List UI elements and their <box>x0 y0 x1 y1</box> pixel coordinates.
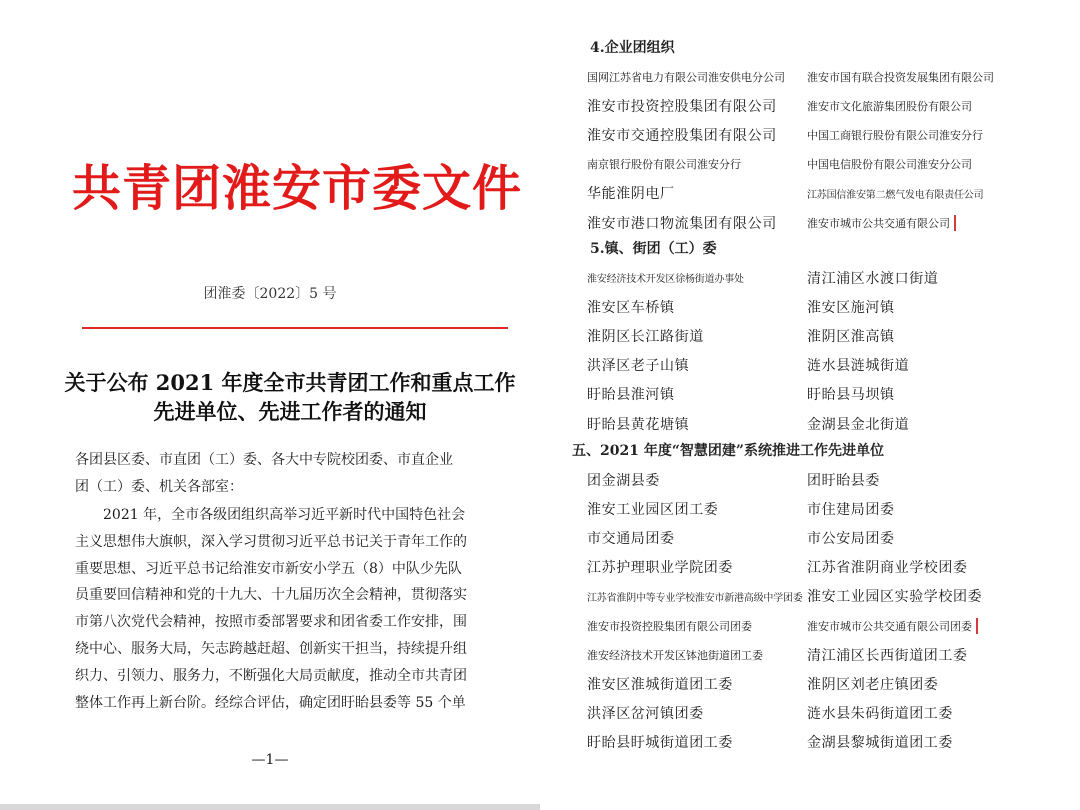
notice-body <box>75 502 507 716</box>
section-heading-smart-league: 五、2021 年度“智慧团建”系统推进工作先进单位 <box>572 443 884 459</box>
list-item: 江苏省淮阴中等专业学校淮安市新港高级中学团委 淮安工业园区实验学校团委 <box>587 589 983 606</box>
document-red-header: 共青团淮安市委文件 <box>72 160 523 217</box>
highlighted-unit: 淮安市城市公共交通有限公司 <box>807 216 950 230</box>
highlighted-unit: 淮安市城市公共交通有限公司团委 <box>807 619 972 633</box>
list-item: 淮安工业园区团工委 市住建局团委 <box>587 501 895 518</box>
addressee-line: 各团县区委、市直团（工）委、各大中专院校团委、市直企业 <box>75 452 453 468</box>
body-line: 2021 年，全市各级团组织高举习近平新时代中国特色社会 <box>103 507 466 523</box>
list-item: 团金湖县委 团盱眙县委 <box>587 472 880 489</box>
list-item: 淮安区车桥镇 淮安区施河镇 <box>587 299 895 316</box>
list-item: 盱眙县黄花塘镇 金湖县金北街道 <box>587 416 910 433</box>
list-item: 江苏护理职业学院团委 江苏省淮阴商业学校团委 <box>587 560 968 577</box>
body-line: 重要思想、习近平总书记给淮安市新安小学五（8）中队少先队 <box>75 560 462 577</box>
list-item: 盱眙县盱城街道团工委 金湖县黎城街道团工委 <box>587 735 953 752</box>
list-item: 洪泽区老子山镇 涟水县涟城街道 <box>587 358 910 375</box>
list-item: 淮安市投资控股集团有限公司团委 淮安市城市公共交通有限公司团委 <box>587 619 972 633</box>
addressee-line: 团（工）委、机关各部室： <box>75 479 243 495</box>
page-bottom-edge <box>0 804 540 810</box>
list-item: 淮安区淮城街道团工委 淮阴区刘老庄镇团委 <box>587 676 939 693</box>
document-number: 团淮委〔2022〕5 号 <box>203 286 337 302</box>
notice-title-line: 先进单位、先进工作者的通知 <box>153 399 427 424</box>
body-line: 绕中心、服务大局，矢志跨越赶超、创新实干担当，持续提升组 <box>75 640 467 657</box>
list-item: 洪泽区岔河镇团委 涟水县朱码街道团工委 <box>587 706 953 723</box>
list-item: 淮安市港口物流集团有限公司 淮安市城市公共交通有限公司 <box>587 215 950 232</box>
town-street-unit-list <box>587 263 1027 438</box>
notice-title <box>60 368 520 426</box>
smart-league-unit-list <box>587 465 1027 757</box>
list-item: 盱眙县淮河镇 盱眙县马坝镇 <box>587 387 895 404</box>
body-line: 员重要回信精神和党的十九大、十九届历次全会精神，贯彻落实 <box>75 587 467 604</box>
list-item: 淮安经济技术开发区钵池街道团工委 清江浦区长西街道团工委 <box>587 647 968 664</box>
list-item: 淮安经济技术开发区徐杨街道办事处 清江浦区水渡口街道 <box>587 270 939 287</box>
list-item: 市交通局团委 市公安局团委 <box>587 530 895 547</box>
enterprise-unit-list <box>587 62 1027 237</box>
body-line: 主义思想伟大旗帜，深入学习贯彻习近平总书记关于青年工作的 <box>75 533 467 550</box>
body-line: 市第八次党代会精神，按照市委部署要求和团省委工作安排，围 <box>75 614 467 631</box>
body-line: 整体工作再上新台阶。经综合评估，确定团盱眙县委等 55 个单 <box>75 694 466 711</box>
section-heading-enterprise: 4.企业团组织 <box>590 40 675 56</box>
red-divider-line <box>82 327 508 329</box>
list-item: 国网江苏省电力有限公司淮安供电分公司 淮安市国有联合投资发展集团有限公司 <box>587 70 994 84</box>
page-number: —1— <box>251 752 289 768</box>
list-item: 淮安市交通控股集团有限公司 中国工商银行股份有限公司淮安分行 <box>587 127 983 144</box>
list-item: 淮阴区长江路街道 淮阴区淮高镇 <box>587 328 895 345</box>
body-line: 织力、引领力、服务力，不断强化大局贡献度，推动全市共青团 <box>75 667 467 684</box>
notice-title-line: 关于公布 2021 年度全市共青团工作和重点工作 <box>64 370 516 395</box>
list-item: 华能淮阴电厂 江苏国信淮安第二燃气发电有限责任公司 <box>587 186 984 203</box>
section-heading-town-street: 5.镇、街团（工）委 <box>590 241 717 257</box>
list-item: 南京银行股份有限公司淮安分行 中国电信股份有限公司淮安分公司 <box>587 158 972 172</box>
addressee <box>75 447 507 501</box>
list-item: 淮安市投资控股集团有限公司 淮安市文化旅游集团股份有限公司 <box>587 98 972 115</box>
